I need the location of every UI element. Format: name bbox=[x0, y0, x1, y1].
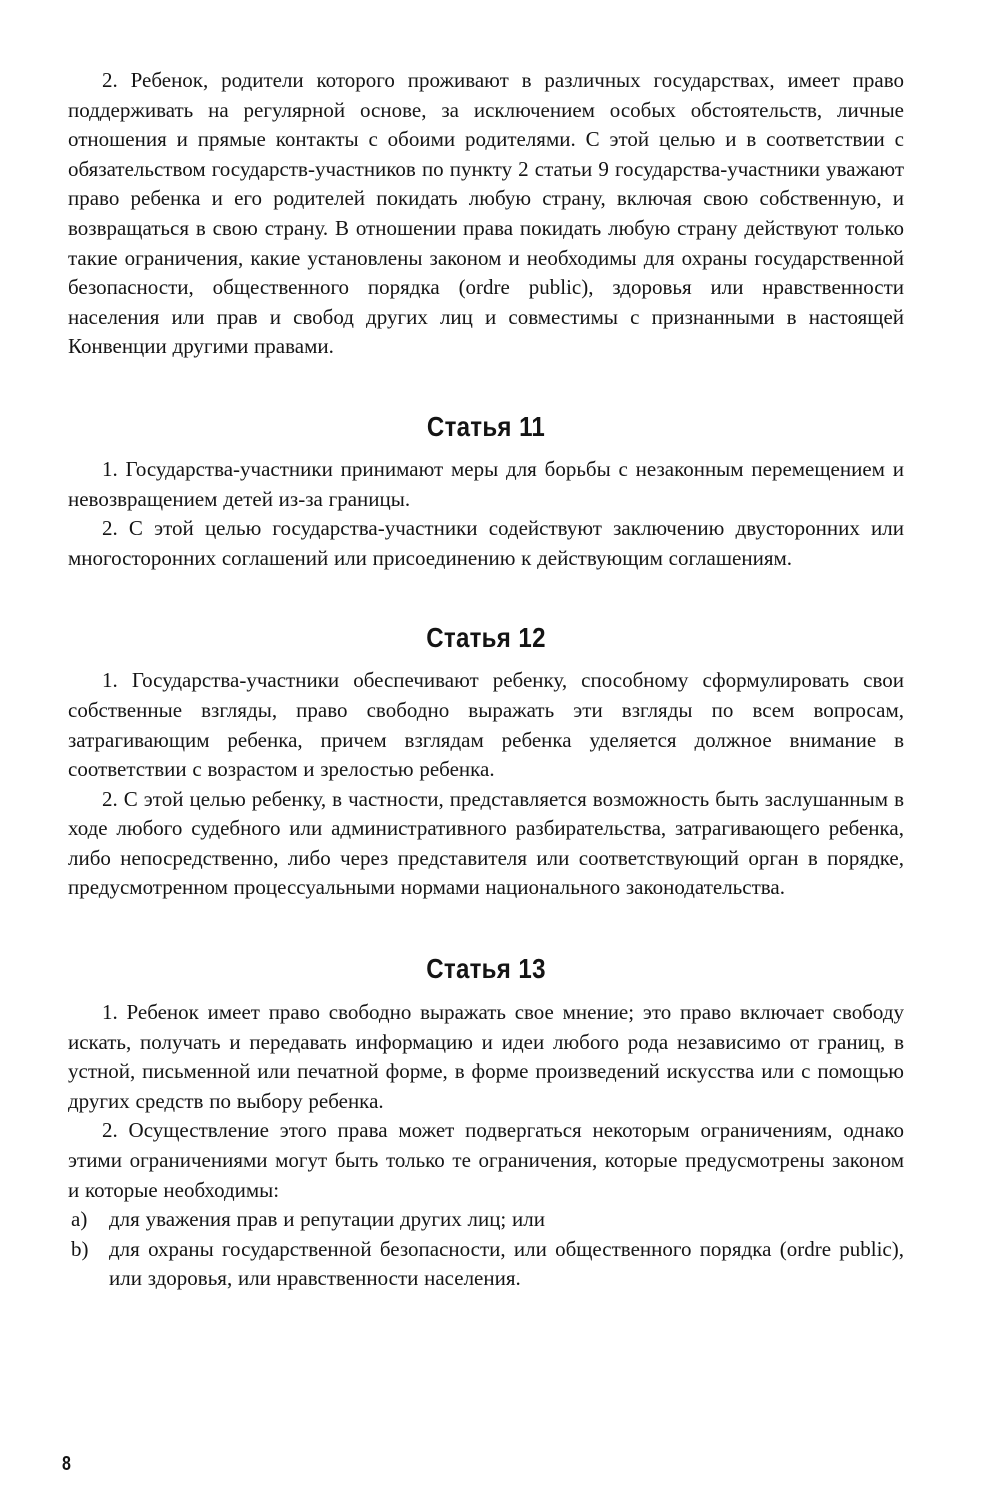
article-12-paragraph-2: 2. С этой целью ребенку, в частности, представляется возможность быть заслушанным в ходе любого судебного или административного разбирательства, затрагивающего ребенка, либо непосредственно, либо через представителя или соответствующий орган в порядке, предусмотренном процессуальными нормами национального законодательства. bbox=[68, 786, 904, 900]
list-item bbox=[71, 1205, 904, 1235]
list-item-marker: b) bbox=[71, 1236, 89, 1261]
list-item-text: для охраны государственной безопасности, или общественного порядка (ordre public), или здоровья, или нравственности населения. bbox=[109, 1236, 904, 1291]
list-item-marker: a) bbox=[71, 1207, 88, 1232]
article-10-paragraph-2: 2. Ребенок, родители которого проживают в различных государствах, имеет право поддерживать на регулярной основе, за исключением особых обстоятельств, личные отношения и прямые контакты с обоими родителями. С этой целью и в соответствии с обязательством государств-участников по пункту 2 статьи 9 государства-участники уважают право ребенка и его родителей покидать любую страну, включая свою собственную, и возвращаться в свою страну. В отношении права покидать любую страну действуют только такие ограничения, какие установлены законом и необходимы для охраны государственной безопасности, общественного порядка (ordre public), здоровья или нравственности населения или прав и свобод других лиц и совместимы с признанными в настоящей Конвенции другими правами. bbox=[68, 68, 904, 359]
article-13-paragraph-2: 2. Осуществление этого права может подвергаться некоторым ограничениям, однако этими ограничениями могут быть только те ограничения, которые предусмотрены законом и которые необходимы: bbox=[68, 1118, 904, 1202]
article-13-restrictions-list bbox=[68, 1205, 904, 1294]
article-13-paragraph-1: 1. Ребенок имеет право свободно выражать свое мнение; это право включает свободу искать, получать и передавать информацию и идеи любого рода независимо от границ, в устной, письменной или печатной форме, в форме произведений искусства или с помощью других средств по выбору ребенка. bbox=[68, 1000, 904, 1113]
page-number: 8 bbox=[62, 1453, 71, 1475]
list-item bbox=[71, 1235, 904, 1294]
article-11-paragraph-1: 1. Государства-участники принимают меры для борьбы с незаконным перемещением и невозвращением детей из-за границы. bbox=[68, 456, 904, 511]
article-11-heading: Статья 11 bbox=[426, 410, 546, 442]
article-11-paragraph-2: 2. С этой целью государства-участники содействуют заключению двусторонних или многосторонних соглашений или присоединению к действующим соглашениям. bbox=[68, 516, 904, 570]
article-13-heading: Статья 13 bbox=[426, 953, 546, 985]
list-item-text: для уважения прав и репутации других лиц; или bbox=[109, 1207, 545, 1232]
page-body bbox=[68, 66, 904, 1294]
article-12-paragraph-1: 1. Государства-участники обеспечивают ребенку, способному сформулировать свои собственные взгляды, право свободно выражать эти взгляды по всем вопросам, затрагивающим ребенка, причем взглядам ребенка уделяется должное внимание в соответствии с возрастом и зрелостью ребенка. bbox=[68, 668, 904, 782]
article-12-heading: Статья 12 bbox=[426, 622, 546, 654]
